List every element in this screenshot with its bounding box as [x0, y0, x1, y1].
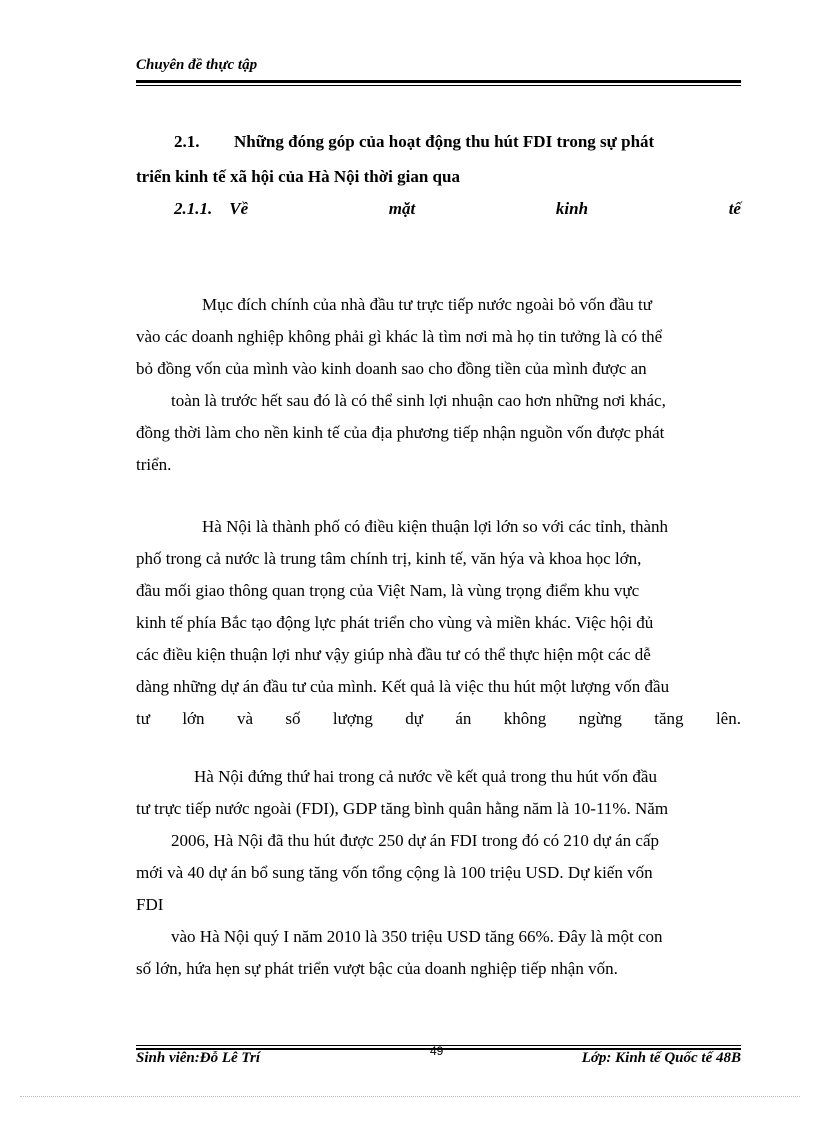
- subsection-word: mặt: [388, 199, 416, 218]
- paragraph-line: bỏ đồng vốn của mình vào kinh doanh sao cho đồng tiền của mình được an: [136, 359, 647, 378]
- subsection-heading: [136, 199, 741, 219]
- spread-word: số: [285, 709, 301, 728]
- paragraph-line: vào Hà Nội quý I năm 2010 là 350 triệu USD tăng 66%. Đây là một con: [171, 927, 663, 946]
- subsection-word: kinh: [555, 199, 589, 218]
- paragraph-line: tư trực tiếp nước ngoài (FDI), GDP tăng bình quân hằng năm là 10-11%. Năm: [136, 799, 669, 818]
- spread-word: án: [455, 709, 472, 728]
- paragraph-line: mới và 40 dự án bổ sung tăng vốn tổng cộng là 100 triệu USD. Dự kiến vốn: [136, 863, 653, 882]
- paragraph-line: FDI: [136, 895, 164, 914]
- paragraph-line: vào các doanh nghiệp không phải gì khác là tìm nơi mà họ tin tưởng là có thể: [136, 327, 663, 346]
- subsection-word: Về: [229, 199, 249, 218]
- subsection-number: 2.1.1.: [174, 199, 213, 218]
- paragraph-line: toàn là trước hết sau đó là có thể sinh lợi nhuận cao hơn những nơi khác,: [171, 391, 666, 410]
- paragraph-line: dàng những dự án đầu tư của mình. Kết quả là việc thu hút một lượng vốn đầu: [136, 677, 670, 696]
- spread-word: tăng: [654, 709, 684, 728]
- paragraph-spread-line: [136, 703, 741, 735]
- section-title-line1: Những đóng góp của hoạt động thu hút FDI trong sự phát: [234, 132, 655, 151]
- paragraph-line: đầu mối giao thông quan trọng của Việt Nam, là vùng trọng điểm khu vực: [136, 581, 640, 600]
- spread-word: tư: [136, 709, 150, 728]
- paragraph-line: Hà Nội là thành phố có điều kiện thuận lợi lớn so với các tỉnh, thành: [202, 517, 669, 536]
- spread-word: và: [236, 709, 253, 728]
- paragraph-2: [136, 511, 741, 735]
- spread-word: lên.: [715, 709, 741, 728]
- document-header-title: Chuyên đề thực tập: [136, 57, 258, 73]
- paragraph-line: 2006, Hà Nội đã thu hút được 250 dự án FDI trong đó có 210 dự án cấp: [171, 831, 659, 850]
- paragraph-line: kinh tế phía Bắc tạo động lực phát triển cho vùng và miền khác. Việc hội đủ: [136, 613, 654, 632]
- footer-student-name: Sinh viên:Đỗ Lê Trí: [136, 1050, 261, 1066]
- spread-word: lớn: [182, 709, 205, 728]
- section-title-line2: triển kinh tế xã hội của Hà Nội thời gian qua: [136, 167, 460, 186]
- section-number: 2.1.: [174, 132, 200, 151]
- paragraph-line: đồng thời làm cho nền kinh tế của địa phương tiếp nhận nguồn vốn được phát: [136, 423, 665, 442]
- spread-word: lượng: [332, 709, 373, 728]
- paragraph-1: [136, 289, 741, 481]
- paragraph-line: số lớn, hứa hẹn sự phát triển vượt bậc của doanh nghiệp tiếp nhận vốn.: [136, 959, 618, 978]
- spread-word: ngừng: [578, 709, 622, 728]
- paragraph-line: triển.: [136, 455, 172, 474]
- paragraph-line: các điều kiện thuận lợi như vậy giúp nhà đầu tư có thể thực hiện một các dễ: [136, 645, 651, 664]
- paragraph-line: Hà Nội đứng thứ hai trong cả nước về kết quả trong thu hút vốn đầu: [194, 767, 657, 786]
- footer-class: Lớp: Kinh tế Quốc tế 48B: [581, 1050, 741, 1066]
- spread-word: không: [503, 709, 547, 728]
- page-number: 49: [430, 1044, 444, 1058]
- document-footer: [136, 1050, 741, 1070]
- header-rule-thin: [136, 85, 741, 86]
- subsection-word: tế: [728, 199, 741, 218]
- paragraph-line: Mục đích chính của nhà đầu tư trực tiếp nước ngoài bỏ vốn đầu tư: [202, 295, 652, 314]
- header-rule: [136, 80, 741, 83]
- page-boundary-dotted-line: [20, 1096, 800, 1097]
- subsection-lead: [136, 199, 248, 219]
- paragraph-3: [136, 761, 741, 985]
- spread-word: dự: [405, 709, 423, 728]
- paragraph-line: phố trong cả nước là trung tâm chính trị, kinh tế, văn hýa và khoa học lớn,: [136, 549, 642, 568]
